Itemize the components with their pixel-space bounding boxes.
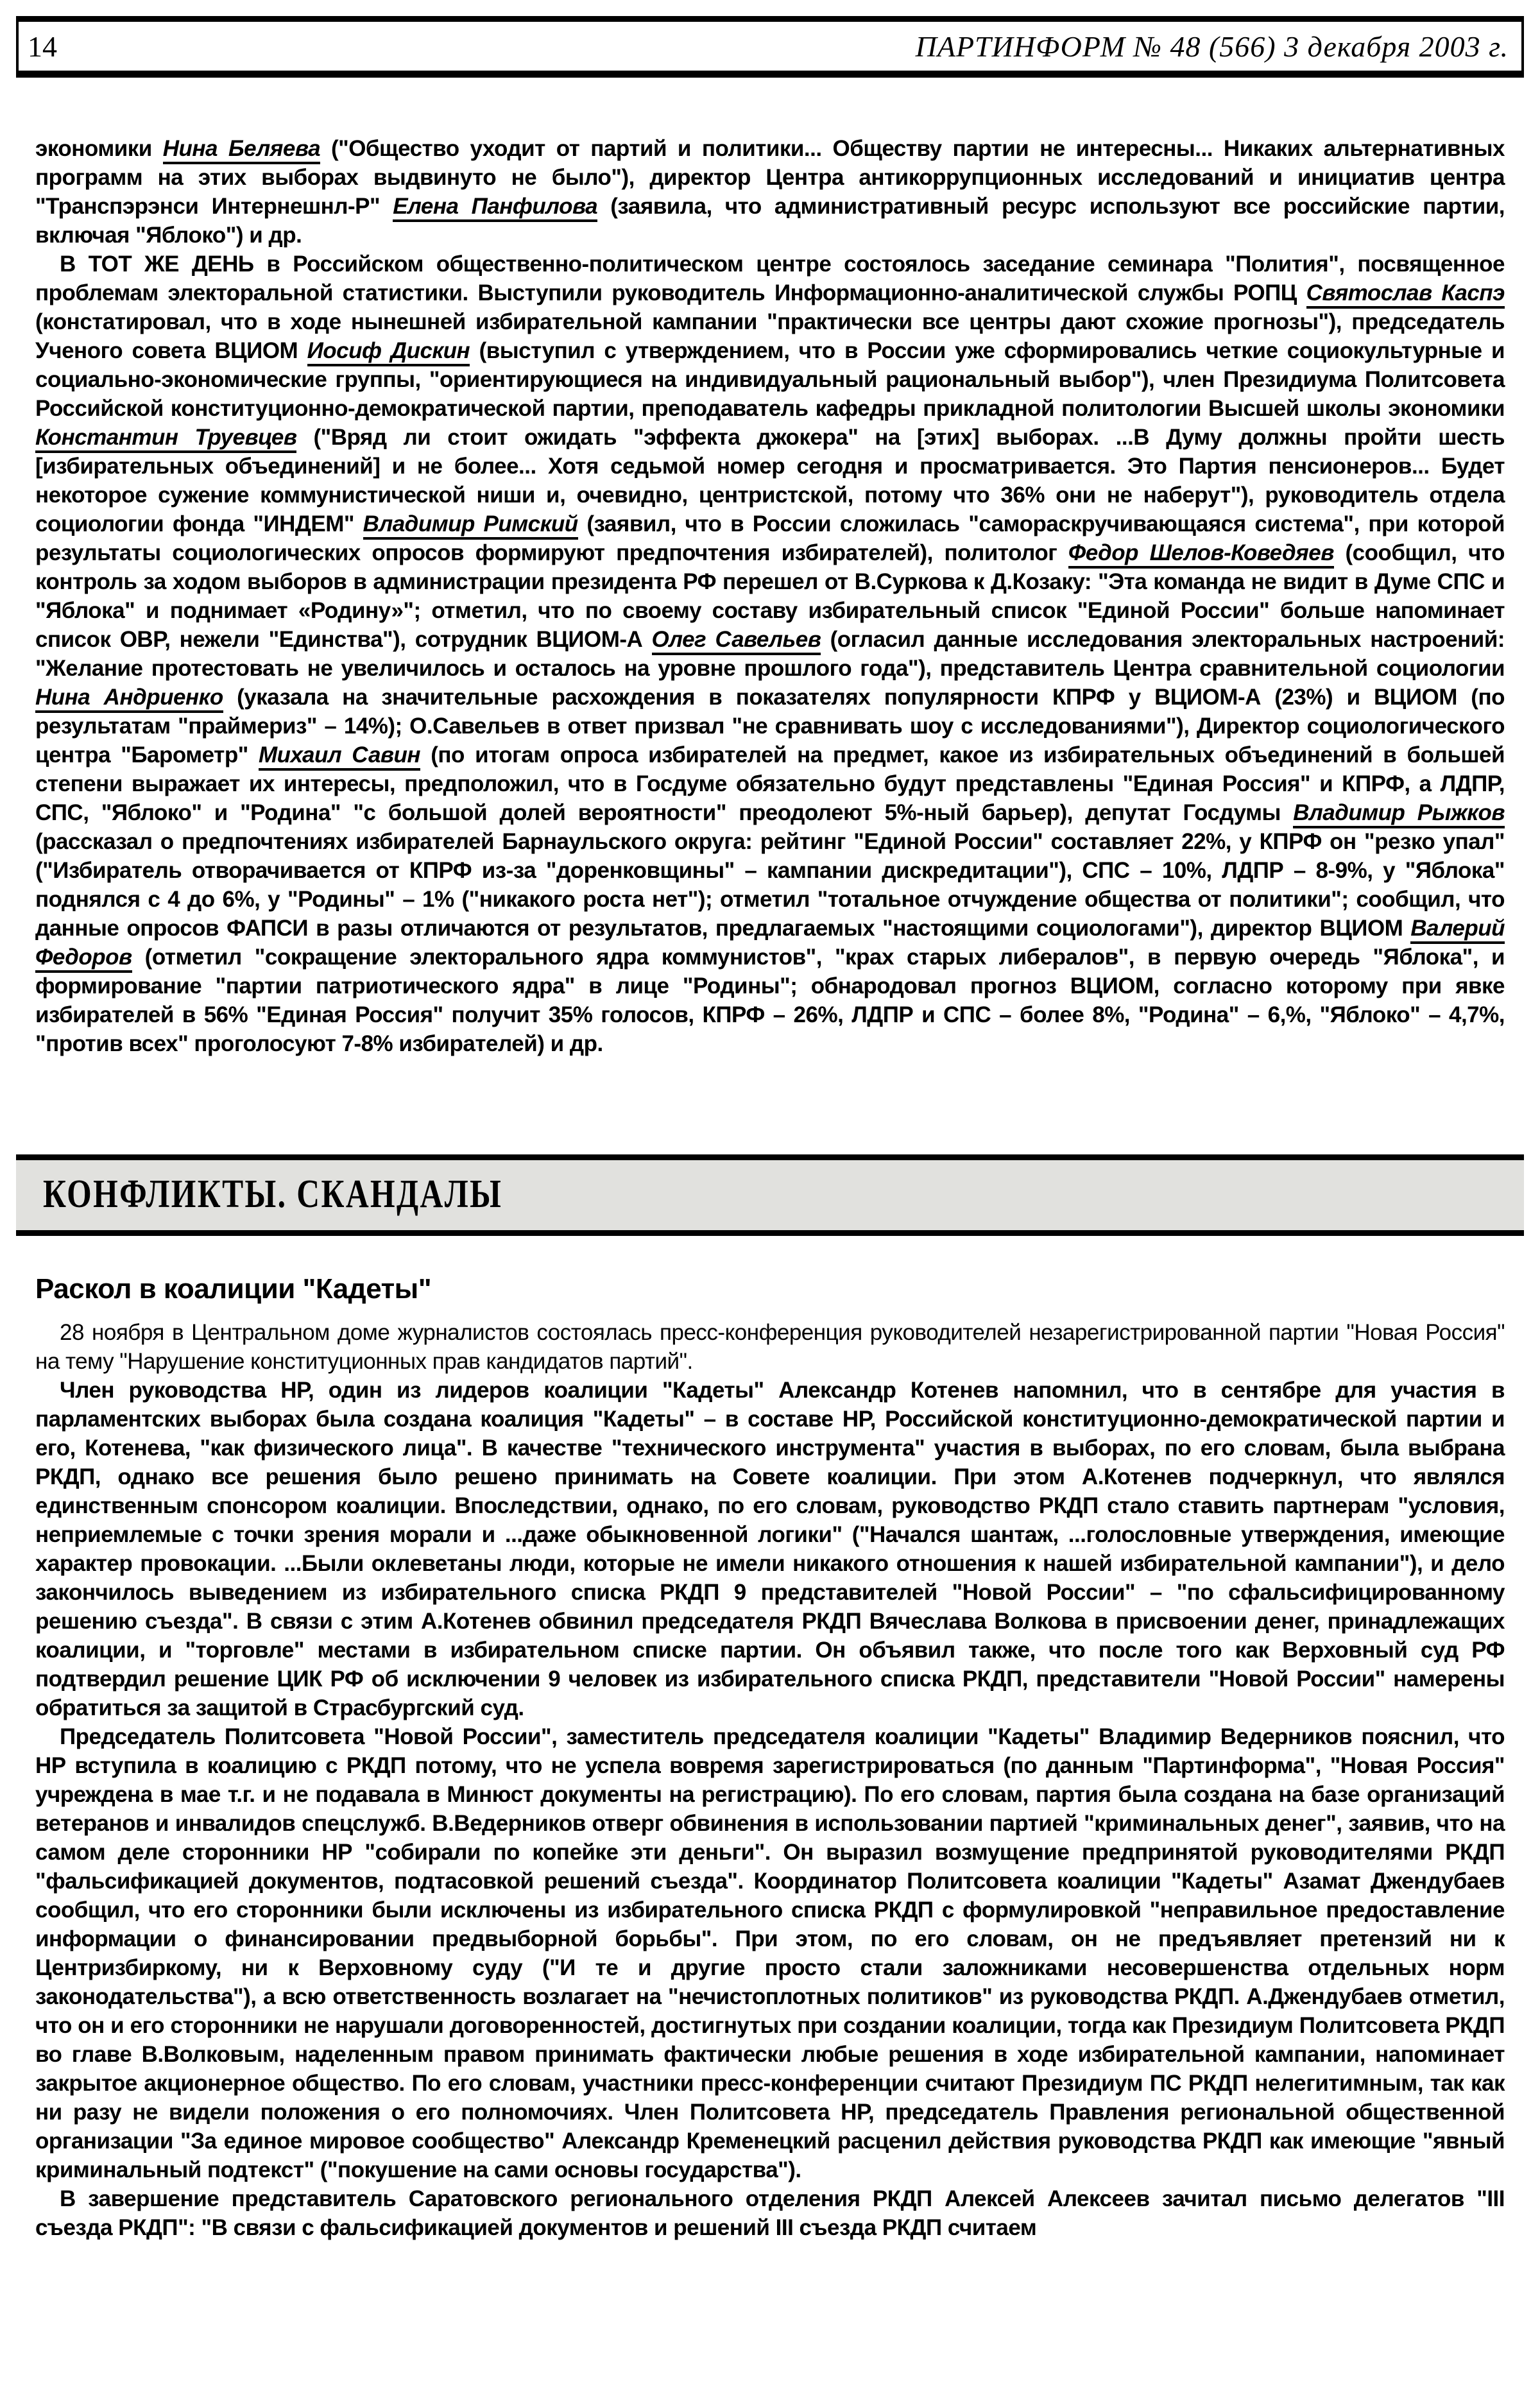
page-number: 14	[28, 30, 57, 63]
section-banner	[16, 1154, 1524, 1236]
person-name: Елена Панфилова	[393, 194, 597, 222]
page-header	[16, 16, 1524, 78]
person-name: Нина Андриенко	[35, 685, 223, 713]
top-article	[35, 134, 1505, 1058]
person-name: Федор Шелов-Коведяев	[1068, 540, 1334, 569]
body-paragraph: В завершение представитель Саратовского регионального отделения РКДП Алексей Алексеев зачитал письмо делегатов "III съезда РКДП": "В связи с фальсификацией документов и решений III съезда РКДП считаем	[35, 2186, 1505, 2240]
article-body	[35, 1318, 1505, 2242]
body-paragraph: экономики Нина Беляева ("Общество уходит от партий и политики... Обществу партии не интересны... Никаких альтернативных программ на этих выборах выдвинуто не было"), директор Центра антикоррупционных исследований и инициатив центра "Транспэрэнси Интернешнл-Р" Елена Панфилова (заявила, что административный ресурс используют все российские партии, включая "Яблоко") и др.	[35, 136, 1505, 248]
person-name: Олег Савельев	[652, 627, 821, 655]
body-paragraph: В ТОТ ЖЕ ДЕНЬ в Российском общественно-политическом центре состоялось заседание семинара "Полития", посвященное проблемам электоральной статистики. Выступили руководитель Информационно-аналитической службы РОПЦ Святослав Каспэ (констатировал, что в ходе нынешней избирательной кампании "практически все центры дают схожие прогнозы"), председатель Ученого совета ВЦИОМ Иосиф Дискин (выступил с утверждением, что в России уже сформировались четкие социокультурные и социально-экономические группы, "ориентирующиеся на индивидуальный рациональный выбор"), член Президиума Политсовета Российской конституционно-демократической партии, преподаватель кафедры прикладной политологии Высшей школы экономики Константин Труевцев ("Вряд ли стоит ожидать "эффекта джокера" на [этих] выборах. ...В Думу должны пройти шесть [избирательных объединений] и не более... Хотя седьмой номер сегодня и просматривается. Это Партия пенсионеров... Будет некоторое сужение коммунистической ниши и, очевидно, центристской, потому что 36% они не наберут"), руководитель отдела социологии фонда "ИНДЕМ" Владимир Римский (заявил, что в России сложилась "самораскручивающаяся система", при которой результаты социологических опросов формируют предпочтения избирателей), политолог Федор Шелов-Коведяев (сообщил, что контроль за ходом выборов в администрации президента РФ перешел от В.Суркова к Д.Козаку: "Эта команда не видит в Думе СПС и "Яблока" и поднимает «Родину»"; отметил, что по своему составу избирательный список "Единой России" больше напоминает список ОВР, нежели "Единства"), сотрудник ВЦИОМ-А Олег Савельев (огласил данные исследования электоральных настроений: "Желание протестовать не увеличилось и осталось на уровне прошлого года"), представитель Центра сравнительной социологии Нина Андриенко (указала на значительные расхождения в показателях популярности КПРФ у ВЦИОМ-А (23%) и ВЦИОМ (по результатам "праймериз" – 14%); О.Савельев в ответ призвал "не сравнивать шоу с исследованиями"), Директор социологического центра "Барометр" Михаил Савин (по итогам опроса избирателей на предмет, какое из избирательных объединений в большей степени выражает их интересы, предположил, что в Госдуме обязательно будут представлены "Единая Россия" и КПРФ, а ЛДПР, СПС, "Яблоко" и "Родина" "с большой долей вероятности" преодолеют 5%-ный барьер), депутат Госдумы Владимир Рыжков (рассказал о предпочтениях избирателей Барнаульского округа: рейтинг "Единой России" составляет 22%, у КПРФ он "резко упал" ("Избиратель отворачивается от КПРФ из-за "доренковщины" – кампании дискредитации"), СПС – 10%, ЛДПР – 8-9%, у "Яблока" поднялся с 4 до 6%, у "Родины" – 1% ("никакого роста нет"); отметил "тотальное отчуждение общества от политики"; сообщил, что данные опросов ФАПСИ в разы отличаются от результатов, предлагаемых "настоящими социологами"), директор ВЦИОМ Валерий Федоров (отметил "сокращение электорального ядра коммунистов", "крах старых либералов", в первую очередь "Яблока", и формирование "партии патриотического ядра" в лице "Родины"; обнародовал прогноз ВЦИОМ, согласно которому при явке избирателей в 56% "Единая Россия" получит 35% голосов, КПРФ – 26%, ЛДПР и СПС – более 8%, "Родина" – 6,%, "Яблоко" – 4,7%, "против всех" проголосуют 7-8% избирателей) и др.	[35, 252, 1505, 1056]
issue-title: ПАРТИНФОРМ № 48 (566) 3 декабря 2003 г.	[915, 30, 1509, 63]
person-name: Владимир Римский	[363, 511, 578, 540]
section-banner-title: КОНФЛИКТЫ. СКАНДАЛЫ	[43, 1172, 503, 1216]
article-title: Раскол в коалиции "Кадеты"	[35, 1273, 432, 1305]
person-name: Валерий Федоров	[35, 916, 1505, 973]
body-paragraph: Председатель Политсовета "Новой России", заместитель председателя коалиции "Кадеты" Владимир Ведерников пояснил, что НР вступила в коалицию с РКДП потому, что не успела вовремя зарегистрироваться (по данным "Партинформа", "Новая Россия" учреждена в мае т.г. и не подавала в Минюст документы на регистрацию). По его словам, партия была создана на базе организаций ветеранов и инвалидов спецслужб. В.Ведерников отверг обвинения в использовании партией "криминальных денег", заявив, что на самом деле сторонники НР "собирали по копейке эти деньги". Он выразил возмущение предпринятой руководителями РКДП "фальсификацией документов, подтасовкой решений съезда". Координатор Политсовета коалиции "Кадеты" Азамат Джендубаев сообщил, что его сторонники были исключены из избирательного списка РКДП с формулировкой "неправильное предоставление информации о финансировании предвыборной борьбы". При этом, по его словам, он не предъявляет претензий ни к Центризбиркому, ни к Верховному суду ("И те и другие просто стали заложниками несовершенства отдельных норм законодательства"), а всю ответственность возлагает на "нечистоплотных политиков" из руководства РКДП. А.Джендубаев отметил, что он и его сторонники не нарушали договоренностей, достигнутых при создании коалиции, тогда как Президиум Политсовета РКДП во главе В.Волковым, наделенным правом принимать фактически любые решения в ходе избирательной кампании, напоминает закрытое акционерное общество. По его словам, участники пресс-конференции считают Президиум ПС РКДП нелегитимным, так как ни разу не видели положения о его полномочиях. Член Политсовета НР, председатель Правления региональной общественной организации "За единое мировое сообщество" Александр Кременецкий расценил действия руководства РКДП как имеющие "явный криминальный подтекст" ("покушение на сами основы государства").	[35, 1724, 1505, 2182]
person-name: Константин Труевцев	[35, 425, 296, 453]
body-paragraph: 28 ноября в Центральном доме журналистов состоялась пресс-конференция руководителей незарегистрированной партии "Новая Россия" на тему "Нарушение конституционных прав кандидатов партий".	[35, 1320, 1505, 1374]
person-name: Владимир Рыжков	[1293, 800, 1505, 828]
person-name: Иосиф Дискин	[307, 338, 470, 366]
person-name: Нина Беляева	[163, 136, 320, 164]
person-name: Святослав Каспэ	[1306, 280, 1505, 309]
person-name: Михаил Савин	[259, 742, 420, 771]
body-paragraph: Член руководства НР, один из лидеров коалиции "Кадеты" Александр Котенев напомнил, что в сентябре для участия в парламентских выборах была создана коалиция "Кадеты" – в составе НР, Российской конституционно-демократической партии и его, Котенева, "как физического лица". В качестве "технического инструмента" участия в выборах, по его словам, была выбрана РКДП, однако все решения было решено принимать на Совете коалиции. При этом А.Котенев подчеркнул, что являлся единственным спонсором коалиции. Впоследствии, однако, по его словам, руководство РКДП стало ставить партнерам "условия, неприемлемые с точки зрения морали и ...даже обыкновенной логики" ("Начался шантаж, ...голословные утверждения, имеющие характер провокации. ...Были оклеветаны люди, которые не имели никакого отношения к нашей избирательной кампании"), и дело закончилось выведением из избирательного списка РКДП 9 представителей "Новой России" – "по сфальсифицированному решению съезда". В связи с этим А.Котенев обвинил председателя РКДП Вячеслава Волкова в присвоении денег, принадлежащих коалиции, и "торговле" местами в избирательном списке партии. Он объявил также, что после того как Верховный суд РФ подтвердил решение ЦИК РФ об исключении 9 человек из избирательного списка РКДП, представители "Новой России" намерены обратиться за защитой в Страсбургский суд.	[35, 1378, 1505, 1720]
